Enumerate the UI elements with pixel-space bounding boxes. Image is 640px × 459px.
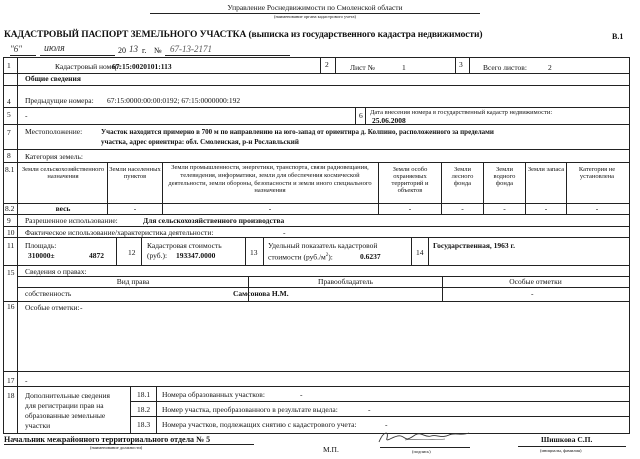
additional-info-label: образованные земельные (25, 411, 106, 420)
stamp-place: М.П. (323, 445, 339, 454)
transformed-plot: - (368, 405, 371, 414)
doc-number: 67-13-2171 (170, 44, 212, 54)
cadastral-cost: 193347.0000 (176, 251, 216, 260)
row-number: 8.2 (5, 204, 15, 213)
row-number: 17 (7, 376, 15, 385)
category-value: весь (55, 204, 71, 213)
previous-numbers: 67:15:0000:00:00:0192; 67:15:0000000:192 (107, 96, 241, 105)
category-header: Земли промышленности, энергетики, транспорта, связи радиовещания, телевидения, информатики, земли для обеспечения космической деятельности, земли обороны, безопасности и земли иного специального назначения (168, 164, 372, 195)
cadastral-number: 67:15:0020101:113 (112, 62, 172, 71)
row-number: 11 (7, 241, 15, 250)
row-number: 13 (250, 248, 258, 257)
row-number: 6 (359, 111, 363, 120)
specific-cost-label: Удельный показатель кадастровой (268, 241, 378, 250)
category-header: Земли населенных пунктов (109, 166, 161, 180)
row-number: 7 (7, 128, 11, 137)
category-header: Категория не установлена (578, 166, 616, 180)
special-marks-label: Особые отметки: (25, 303, 80, 312)
right-holder: Самсонова Н.М. (233, 289, 289, 298)
category-header: Земли сельскохозяйственного назначения (21, 166, 105, 180)
agency-caption: (наименование органа кадастрового учета) (273, 14, 357, 19)
row-number: 18.3 (136, 420, 151, 429)
additional-info-label: участки (25, 421, 51, 430)
row-number: 8 (7, 151, 11, 160)
deregistered-plots-label: Номера участков, подлежащих снятию с кадастрового учета: (162, 420, 357, 429)
cadastral-cost-label: Кадастровая стоимость (147, 241, 222, 250)
row-number: 15 (7, 268, 15, 277)
formed-plots: - (300, 390, 303, 399)
row-number: 18.2 (136, 405, 151, 414)
row-number: 12 (128, 248, 136, 257)
date-day: "6" (10, 44, 23, 54)
additional-info-label: для регистрации прав на (25, 401, 104, 410)
cadastral-number-label: Кадастровый номер: (55, 62, 121, 71)
rights-label: Сведения о правах: (25, 267, 87, 276)
sheet-number: 1 (402, 63, 406, 72)
area-label: Площадь: (25, 241, 57, 250)
category-value: - (503, 204, 506, 213)
location-label: Местоположение: (25, 127, 83, 136)
number-date-label: Дата внесения номера в государственный кадастр недвижимости: (370, 109, 553, 116)
signer-position-caption: (наименование должности) (90, 445, 143, 450)
formed-plots-label: Номера образованных участков: (162, 390, 265, 399)
date-year-suffix: г. (142, 46, 147, 55)
special-marks: - (80, 303, 83, 312)
category-value: - (595, 204, 599, 213)
agency-name: Управление Роснедвижимости по Смоленской области (227, 3, 403, 12)
specific-cost: 0.6237 (360, 252, 381, 261)
row-number: 9 (7, 216, 11, 225)
category-value: - (461, 204, 464, 213)
row-number: 2 (325, 60, 329, 69)
doc-number-label: № (154, 46, 162, 55)
signer-name-caption: (инициалы, фамилия) (540, 448, 582, 453)
rights-col-header: Вид права (116, 277, 150, 286)
rights-col-header: Правообладатель (318, 277, 373, 286)
number-date: 25.06.2008 (372, 116, 406, 125)
permitted-use-label: Разрешенное использование: (25, 216, 118, 225)
transformed-plot-label: Номер участка, преобразованного в результате выдела: (162, 405, 338, 414)
additional-info-label: Дополнительные сведения (25, 391, 111, 400)
category-value: - (544, 204, 548, 213)
deregistered-plots: - (385, 420, 388, 429)
total-sheets: 2 (548, 63, 552, 72)
category-header: Земли лесного фонда (451, 166, 474, 187)
signer-position: Начальник межрайонного территориального отдела № 5 (4, 435, 211, 444)
right-marks: - (531, 289, 534, 298)
location-line2: участка, адрес ориентира: обл. Смоленская, р-н Рославльский (101, 138, 299, 146)
row5-value: - (25, 111, 28, 120)
ownership-form: Государственная, 1963 г. (433, 241, 515, 250)
section-general: Общие сведения (25, 74, 81, 83)
signature-caption: (подпись) (412, 449, 431, 454)
date-year: 13 (129, 44, 138, 54)
date-month: июля (44, 43, 65, 54)
row-number: 10 (7, 228, 15, 237)
specific-cost-unit: стоимости $(руб./м^2)$: (268, 252, 333, 262)
actual-use: - (283, 228, 286, 237)
category-value: - (268, 204, 272, 213)
land-category-label: Категория земель: (25, 152, 83, 161)
category-value: - (133, 204, 137, 213)
row-number: 18 (7, 391, 15, 400)
previous-numbers-label: Предыдущие номера: (25, 96, 94, 105)
signature-image (375, 426, 475, 448)
sheet-code: В.1 (612, 32, 624, 41)
category-header: Земли запаса (527, 166, 565, 173)
area-tolerance: 4872 (89, 251, 104, 260)
row17-value: - (25, 376, 28, 385)
row-number: 4 (7, 97, 11, 106)
signer-name: Шишкова С.П. (541, 435, 593, 444)
category-value: - (408, 204, 412, 213)
rights-col-header: Особые отметки (509, 277, 562, 286)
row-number: 18.1 (136, 390, 151, 399)
row-number: 3 (459, 60, 463, 69)
date-year-prefix: 20 (118, 46, 126, 55)
category-header: Земли водного фонда (493, 166, 516, 187)
actual-use-label: Фактическое использование/характеристика деятельности: (25, 228, 214, 237)
right-type: собственность (25, 289, 72, 298)
area-value: 310000± (28, 251, 55, 260)
total-sheets-label: Всего листов: (483, 63, 527, 72)
row-number: 5 (7, 110, 11, 119)
cadastral-cost-unit: (руб.): (147, 251, 168, 260)
row-number: 1 (7, 61, 11, 70)
row-number: 14 (416, 248, 424, 257)
location-line1: Участок находится примерно в 700 м по направлению на юго-запад от ориентира д. Колпино, расположенного за пределами (101, 128, 494, 136)
category-header: Земли особо охраняемых территорий и объектов (391, 166, 429, 194)
sheet-number-label: Лист № (350, 63, 375, 72)
row-number: 16 (7, 302, 15, 311)
permitted-use: Для сельскохозяйственного производства (143, 216, 285, 225)
document-title: КАДАСТРОВЫЙ ПАСПОРТ ЗЕМЕЛЬНОГО УЧАСТКА (выписка из государственного кадастра недвижимости) (4, 30, 483, 40)
row-number: 8.1 (5, 165, 15, 174)
